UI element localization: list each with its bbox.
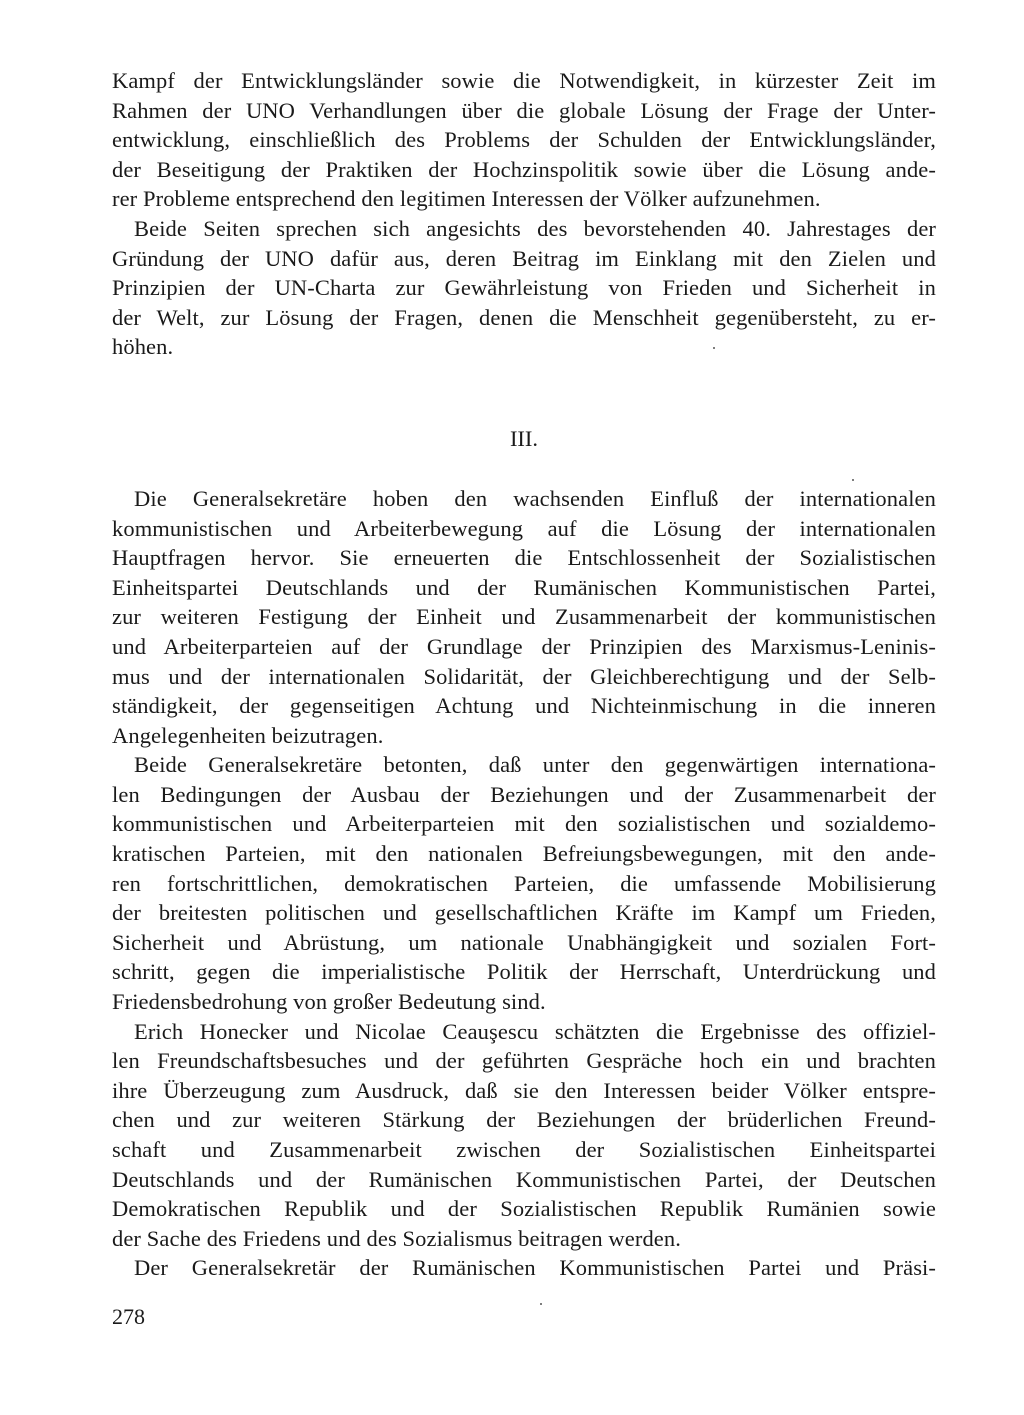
paragraph-beide-generalsekretaere <box>112 750 936 1016</box>
text-line: chen und zur weiteren Stärkung der Beziehungen der brüderlichen Freund- <box>112 1107 936 1133</box>
paragraph-generalsekretaere <box>112 484 936 750</box>
text-line: Der Generalsekretär der Rumänischen Kommunistischen Partei und Präsi- <box>134 1255 936 1281</box>
text-line: der Beseitigung der Praktiken der Hochzinspolitik sowie über die Lösung ande- <box>112 156 936 182</box>
text-line: schaft und Zusammenarbeit zwischen der Sozialistischen Einheitspartei <box>112 1137 936 1162</box>
text-line: kommunistischen und Arbeiterbewegung auf die Lösung der internationalen <box>112 515 936 541</box>
text-line: kratischen Parteien, mit den nationalen Befreiungsbewegungen, mit den ande- <box>112 841 936 867</box>
text-line: Erich Honecker und Nicolae Ceauşescu schätzten die Ergebnisse des offiziel- <box>134 1018 936 1044</box>
text-line: ren fortschrittlichen, demokratischen Parteien, die umfassende Mobilisierung <box>112 870 936 896</box>
page-body <box>112 66 936 1283</box>
text-line: Beide Seiten sprechen sich angesichts des bevorstehenden 40. Jahrestages der <box>134 215 936 241</box>
scan-speck <box>713 347 715 349</box>
text-line: der breitesten politischen und gesellschaftlichen Kräfte im Kampf um Frieden, <box>112 900 936 926</box>
paragraph-continuation <box>112 66 936 214</box>
text-line: rer Probleme entsprechend den legitimen Interessen der Völker aufzunehmen. <box>112 186 821 212</box>
text-line: Sicherheit und Abrüstung, um nationale Unabhängigkeit und sozialen Fort- <box>112 929 936 955</box>
text-line: len Freundschaftsbesuches und der geführten Gespräche hoch ein und brachten <box>112 1048 936 1074</box>
paragraph-uno <box>112 214 936 362</box>
text-line: Deutschlands und der Rumänischen Kommunistischen Partei, der Deutschen <box>112 1166 936 1192</box>
text-line: Rahmen der UNO Verhandlungen über die globale Lösung der Frage der Unter- <box>112 97 936 123</box>
text-line: und Arbeiterparteien auf der Grundlage der Prinzipien des Marxismus-Leninis- <box>112 633 936 659</box>
text-line: mus und der internationalen Solidarität, der Gleichberechtigung und der Selb- <box>112 663 936 689</box>
text-line: der Sache des Friedens und des Sozialismus beitragen werden. <box>112 1225 681 1251</box>
page-number: 278 <box>112 1304 145 1329</box>
spacer <box>112 454 936 484</box>
text-line: Demokratischen Republik und der Sozialistischen Republik Rumänien sowie <box>112 1196 936 1222</box>
text-line: ständigkeit, der gegenseitigen Achtung und Nichteinmischung in die inneren <box>112 693 936 719</box>
text-line: entwicklung, einschließlich des Problems der Schulden der Entwicklungsländer, <box>112 127 936 153</box>
text-line: der Welt, zur Lösung der Fragen, denen die Menschheit gegenübersteht, zu er- <box>112 304 936 330</box>
text-line: Beide Generalsekretäre betonten, daß unter den gegenwärtigen internationa- <box>134 752 936 778</box>
text-line: Angelegenheiten beizutragen. <box>112 722 384 748</box>
paragraph-generalsekretaer-rumaenien <box>112 1253 936 1283</box>
section-heading: III. <box>509 425 539 451</box>
text-line: Kampf der Entwicklungsländer sowie die Notwendigkeit, in kürzester Zeit im <box>112 68 936 93</box>
text-line: Einheitspartei Deutschlands und der Rumänischen Kommunistischen Partei, <box>112 574 936 600</box>
text-line: Gründung der UNO dafür aus, deren Beitrag im Einklang mit den Zielen und <box>112 245 936 271</box>
scan-speck <box>540 1303 542 1305</box>
text-line: ihre Überzeugung zum Ausdruck, daß sie den Interessen beider Völker entspre- <box>112 1077 936 1103</box>
spacer <box>112 362 936 424</box>
scan-speck <box>852 479 854 481</box>
text-line: kommunistischen und Arbeiterparteien mit den sozialistischen und sozialdemo- <box>112 811 936 837</box>
text-line: höhen. <box>112 334 174 360</box>
paragraph-honecker-ceausescu <box>112 1017 936 1254</box>
text-line: Friedensbedrohung von großer Bedeutung sind. <box>112 989 546 1015</box>
text-line: Die Generalsekretäre hoben den wachsenden Einfluß der internationalen <box>134 485 936 511</box>
text-line: Prinzipien der UN-Charta zur Gewährleistung von Frieden und Sicherheit in <box>112 275 936 301</box>
text-line: Hauptfragen hervor. Sie erneuerten die Entschlossenheit der Sozialistischen <box>112 545 936 571</box>
text-line: schritt, gegen die imperialistische Politik der Herrschaft, Unterdrückung und <box>112 959 936 985</box>
text-line: len Bedingungen der Ausbau der Beziehungen und der Zusammenarbeit der <box>112 781 936 807</box>
text-line: zur weiteren Festigung der Einheit und Zusammenarbeit der kommunistischen <box>112 604 936 630</box>
